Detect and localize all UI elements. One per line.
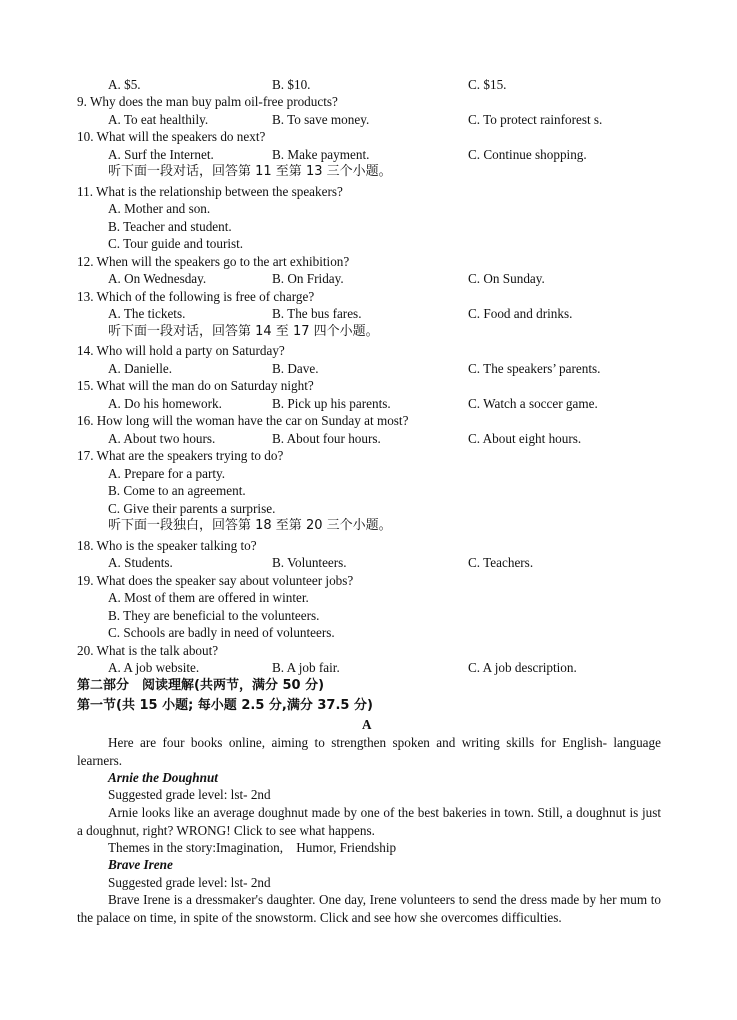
q18-option-b: B. Volunteers. xyxy=(272,555,347,570)
q15-option-b: B. Pick up his parents. xyxy=(272,396,391,411)
q12-stem: 12. When will the speakers go to the art exhibition? xyxy=(77,254,350,269)
q17-stem: 17. What are the speakers trying to do? xyxy=(77,448,284,463)
book2-grade: Suggested grade level: lst- 2nd xyxy=(108,875,271,890)
q9-stem: 9. Why does the man buy palm oil-free products? xyxy=(77,94,338,109)
passage-letter: A xyxy=(362,717,372,732)
q18-option-a: A. Students. xyxy=(108,555,173,570)
q8-option-c: C. $15. xyxy=(468,77,507,92)
q16-option-b: B. About four hours. xyxy=(272,431,381,446)
q15-option-a: A. Do his homework. xyxy=(108,396,222,411)
q20-option-a: A. A job website. xyxy=(108,660,200,675)
q16-option-c: C. About eight hours. xyxy=(468,431,582,446)
q9-option-a: A. To eat healthily. xyxy=(108,112,209,127)
q17-option-c: C. Give their parents a surprise. xyxy=(108,501,276,516)
q12-option-a: A. On Wednesday. xyxy=(108,271,207,286)
q11-option-c: C. Tour guide and tourist. xyxy=(108,236,244,251)
q13-option-a: A. The tickets. xyxy=(108,306,186,321)
q10-option-b: B. Make payment. xyxy=(272,147,370,162)
q8-option-b: B. $10. xyxy=(272,77,311,92)
q17-option-b: B. Come to an agreement. xyxy=(108,483,246,498)
q19-option-c: C. Schools are badly in need of volunteers. xyxy=(108,625,335,640)
book2-title: Brave Irene xyxy=(108,857,173,872)
q19-stem: 19. What does the speaker say about volunteer jobs? xyxy=(77,573,354,588)
q15-option-c: C. Watch a soccer game. xyxy=(468,396,598,411)
section1-heading: 第一节(共 15 小题; 每小题 2.5 分,满分 37.5 分) xyxy=(77,698,373,713)
book1-themes: Themes in the story:Imagination, Humor, Friendship xyxy=(108,840,397,855)
q13-option-b: B. The bus fares. xyxy=(272,306,362,321)
q10-option-a: A. Surf the Internet. xyxy=(108,147,214,162)
q12-option-c: C. On Sunday. xyxy=(468,271,545,286)
q13-stem: 13. Which of the following is free of charge? xyxy=(77,289,315,304)
q11-option-a: A. Mother and son. xyxy=(108,201,211,216)
q19-option-b: B. They are beneficial to the volunteers. xyxy=(108,608,320,623)
passage-intro: Here are four books online, aiming to strengthen spoken and writing skills for English- language learners. xyxy=(77,735,661,768)
q15-stem: 15. What will the man do on Saturday night? xyxy=(77,378,314,393)
q14-option-a: A. Danielle. xyxy=(108,361,173,376)
q18-option-c: C. Teachers. xyxy=(468,555,534,570)
q17-option-a: A. Prepare for a party. xyxy=(108,466,226,481)
q8-option-a: A. $5. xyxy=(108,77,141,92)
q20-option-c: C. A job description. xyxy=(468,660,577,675)
q16-option-a: A. About two hours. xyxy=(108,431,216,446)
q11-stem: 11. What is the relationship between the speakers? xyxy=(77,184,343,199)
q12-option-b: B. On Friday. xyxy=(272,271,344,286)
q11-option-b: B. Teacher and student. xyxy=(108,219,232,234)
q14-stem: 14. Who will hold a party on Saturday? xyxy=(77,343,285,358)
q10-option-c: C. Continue shopping. xyxy=(468,147,587,162)
book1-title: Arnie the Doughnut xyxy=(108,770,218,785)
q18-stem: 18. Who is the speaker talking to? xyxy=(77,538,257,553)
book1-description: Arnie looks like an average doughnut made by one of the best bakeries in town. Still, a doughnut is just a doughnut, right? WRONG! Click to see what happens. xyxy=(77,805,661,838)
book1-grade: Suggested grade level: lst- 2nd xyxy=(108,787,271,802)
q9-option-b: B. To save money. xyxy=(272,112,370,127)
instruction-18-20: 听下面一段独白，回答第 18 至第 20 三个小题。 xyxy=(108,518,392,533)
q20-stem: 20. What is the talk about? xyxy=(77,643,219,658)
book2-description: Brave Irene is a dressmaker's daughter. One day, Irene volunteers to send the dress made by her mum to the palace on time, in spite of the snowstorm. Click and see how she overcomes difficulties. xyxy=(77,892,661,925)
q9-option-c: C. To protect rainforest s. xyxy=(468,112,603,127)
q13-option-c: C. Food and drinks. xyxy=(468,306,573,321)
instruction-14-17: 听下面一段对话，回答第 14 至 17 四个小题。 xyxy=(108,324,379,339)
q20-option-b: B. A job fair. xyxy=(272,660,340,675)
q19-option-a: A. Most of them are offered in winter. xyxy=(108,590,309,605)
q16-stem: 16. How long will the woman have the car on Sunday at most? xyxy=(77,413,409,428)
q10-stem: 10. What will the speakers do next? xyxy=(77,129,266,144)
instruction-11-13: 听下面一段对话，回答第 11 至第 13 三个小题。 xyxy=(108,164,392,179)
q14-option-c: C. The speakers’ parents. xyxy=(468,361,601,376)
q14-option-b: B. Dave. xyxy=(272,361,319,376)
part2-heading: 第二部分 阅读理解(共两节，满分 50 分) xyxy=(77,678,325,693)
